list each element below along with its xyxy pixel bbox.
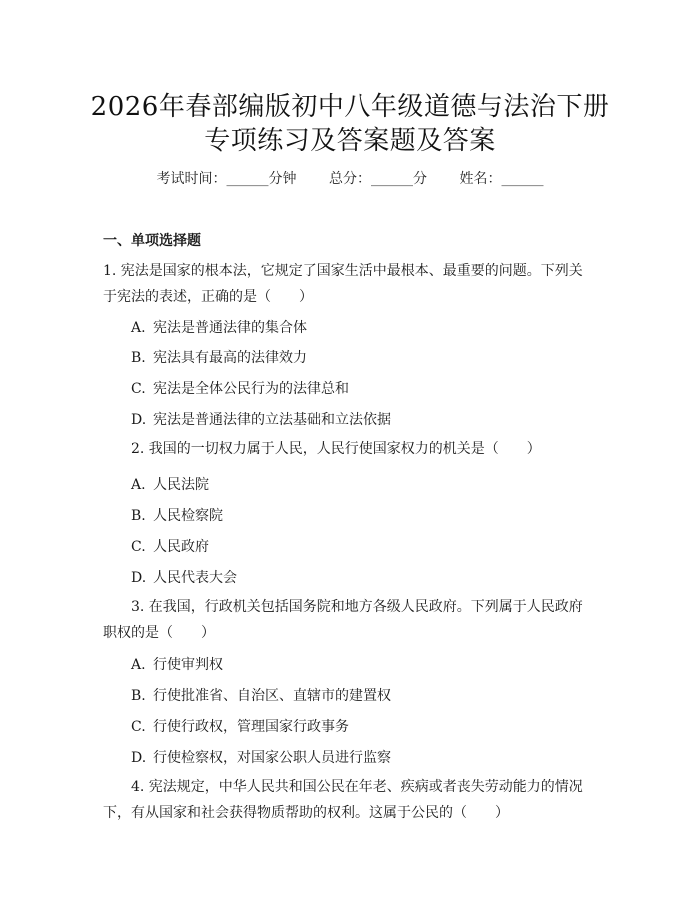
option-text: 行使审判权 <box>153 657 223 673</box>
question-text: 3. 在我国，行政机关包括国务院和地方各级人民政府。下列属于人民政府职权的是（ ） <box>103 599 583 641</box>
option-letter: A. <box>131 657 146 673</box>
option-item <box>131 716 349 736</box>
exam-meta <box>0 168 700 188</box>
question-text: 4. 宪法规定，中华人民共和国公民在年老、疾病或者丧失劳动能力的情况下，有从国家和社会获得物质帮助的权利。这属于公民的（ ） <box>103 779 583 821</box>
option-item <box>131 536 209 556</box>
option-letter: B. <box>131 350 146 366</box>
option-letter: B. <box>131 688 146 704</box>
option-text: 宪法是普通法律的集合体 <box>153 320 307 336</box>
option-item <box>131 747 391 767</box>
option-text: 宪法是全体公民行为的法律总和 <box>153 381 349 397</box>
option-text: 人民检察院 <box>153 508 223 524</box>
option-text: 行使检察权，对国家公职人员进行监察 <box>153 750 391 766</box>
option-item <box>131 474 209 494</box>
option-text: 宪法具有最高的法律效力 <box>153 350 307 366</box>
option-item <box>131 685 391 705</box>
option-text: 人民法院 <box>153 477 209 493</box>
option-item <box>131 378 349 398</box>
question-text: 1. 宪法是国家的根本法，它规定了国家生活中最根本、最重要的问题。下列关于宪法的表述，正确的是（ ） <box>103 263 583 305</box>
option-item <box>131 505 223 525</box>
page-title-line-1: 2026年春部编版初中八年级道德与法治下册 <box>90 92 610 122</box>
option-letter: C. <box>131 539 146 555</box>
total-score-label: 总分：______分 <box>329 171 427 187</box>
option-text: 宪法是普通法律的立法基础和立法依据 <box>153 412 391 428</box>
option-text: 人民代表大会 <box>153 570 237 586</box>
option-letter: D. <box>131 412 147 428</box>
option-letter: B. <box>131 508 146 524</box>
option-text: 人民政府 <box>153 539 209 555</box>
option-item <box>131 347 307 367</box>
option-letter: D. <box>131 570 147 586</box>
page-title-line-2: 专项练习及答案题及答案 <box>204 126 496 156</box>
option-text: 行使批准省、自治区、直辖市的建置权 <box>153 688 391 704</box>
option-letter: C. <box>131 381 146 397</box>
exam-time-label: 考试时间：______分钟 <box>156 171 297 187</box>
option-letter: A. <box>131 320 146 336</box>
question-text: 2. 我国的一切权力属于人民，人民行使国家权力的机关是（ ） <box>131 441 541 457</box>
section-title: 一、单项选择题 <box>103 233 201 249</box>
option-text: 行使行政权，管理国家行政事务 <box>153 719 349 735</box>
student-name-label: 姓名：______ <box>459 171 544 187</box>
option-letter: C. <box>131 719 146 735</box>
option-item <box>131 317 307 337</box>
option-letter: D. <box>131 750 147 766</box>
option-letter: A. <box>131 477 146 493</box>
option-item <box>131 567 237 587</box>
option-item <box>131 409 391 429</box>
option-item <box>131 654 223 674</box>
